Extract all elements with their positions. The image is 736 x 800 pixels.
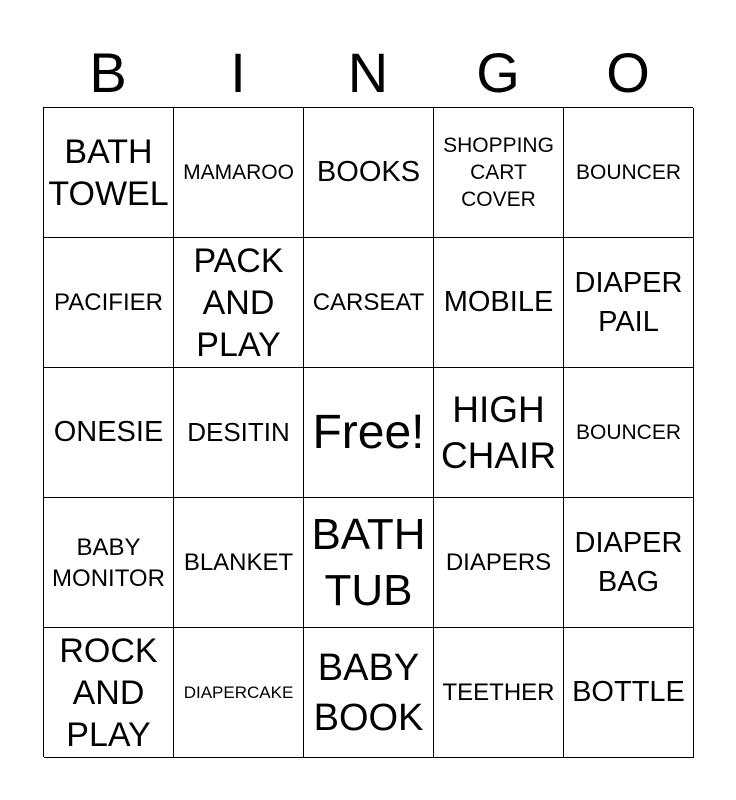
cell-label: BOTTLE — [572, 676, 685, 708]
bingo-cell[interactable] — [304, 238, 434, 368]
bingo-cell[interactable] — [174, 108, 304, 238]
bingo-cell[interactable] — [564, 108, 694, 238]
bingo-cell[interactable] — [44, 368, 174, 498]
bingo-cell[interactable] — [434, 108, 564, 238]
bingo-cell[interactable] — [174, 628, 304, 758]
bingo-cell[interactable] — [564, 368, 694, 498]
bingo-cell[interactable] — [564, 238, 694, 368]
cell-label: BATH TUB — [311, 509, 426, 615]
cell-label: HIGH CHAIR — [440, 388, 557, 476]
bingo-cell[interactable] — [174, 238, 304, 368]
cell-label: DIAPER BAG — [574, 526, 683, 598]
header-letter-i: I — [230, 41, 246, 104]
cell-label: CARSEAT — [312, 289, 425, 316]
bingo-cell[interactable] — [304, 628, 434, 758]
cell-label: BOOKS — [316, 156, 421, 188]
cell-label: PACIFIER — [54, 289, 163, 316]
cell-label: PACK AND PLAY — [193, 241, 284, 364]
bingo-cell[interactable] — [434, 368, 564, 498]
header-letter-n: N — [347, 41, 389, 104]
cell-label: DIAPER PAIL — [574, 266, 683, 338]
bingo-cell[interactable] — [44, 498, 174, 628]
bingo-cell[interactable] — [564, 628, 694, 758]
cell-label: BABY MONITOR — [52, 533, 165, 592]
cell-label: Free! — [312, 405, 425, 459]
cell-label: DIAPERCAKE — [183, 682, 294, 702]
bingo-cell[interactable] — [434, 238, 564, 368]
cell-label: BLANKET — [183, 549, 294, 576]
cell-label: BOUNCER — [575, 421, 681, 444]
cell-label: BOUNCER — [575, 161, 681, 184]
bingo-cell[interactable] — [174, 368, 304, 498]
bingo-cell[interactable] — [434, 628, 564, 758]
bingo-header — [43, 38, 693, 108]
cell-label: DESITIN — [187, 417, 290, 447]
bingo-cell[interactable] — [304, 368, 434, 498]
bingo-cell[interactable] — [304, 498, 434, 628]
bingo-board — [43, 107, 693, 757]
bingo-cell[interactable] — [44, 108, 174, 238]
cell-label: ONESIE — [53, 416, 164, 448]
cell-label: ROCK AND PLAY — [59, 631, 158, 754]
cell-label: MOBILE — [443, 286, 554, 318]
bingo-cell[interactable] — [174, 498, 304, 628]
cell-label: TEETHER — [442, 679, 555, 706]
header-letter-b: B — [89, 41, 127, 104]
bingo-cell[interactable] — [44, 238, 174, 368]
cell-label: SHOPPING CART COVER — [443, 134, 554, 211]
header-letter-o: O — [606, 41, 650, 104]
bingo-cell[interactable] — [564, 498, 694, 628]
cell-label: DIAPERS — [445, 549, 552, 576]
bingo-cell[interactable] — [434, 498, 564, 628]
cell-label: BABY BOOK — [313, 646, 424, 739]
bingo-cell[interactable] — [304, 108, 434, 238]
bingo-cell[interactable] — [44, 628, 174, 758]
cell-label: MAMAROO — [183, 161, 294, 184]
header-letter-g: G — [476, 41, 520, 104]
cell-label: BATH TOWEL — [48, 132, 169, 213]
